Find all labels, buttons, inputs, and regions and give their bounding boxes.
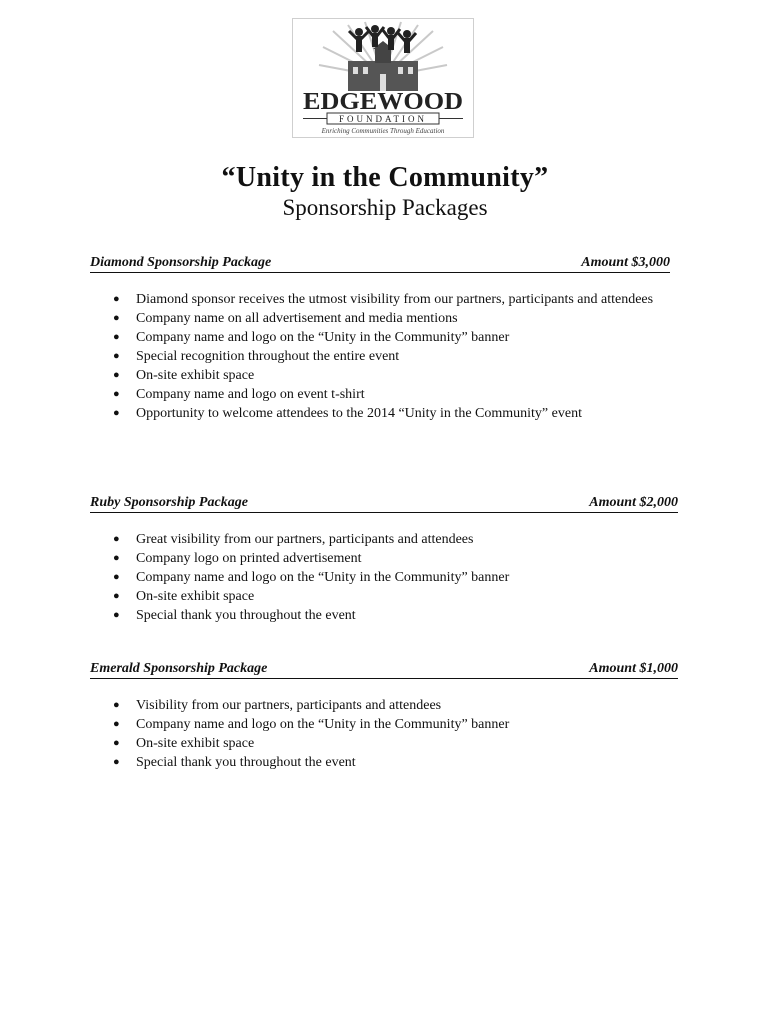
list-item: ● Company name and logo on the “Unity in the Community” banner (113, 570, 510, 585)
package-header-ruby (90, 496, 678, 513)
bullet-icon: ● (113, 533, 120, 545)
list-item: ● Company name and logo on the “Unity in the Community” banner (113, 717, 510, 732)
bullet-icon: ● (113, 369, 120, 381)
list-item: ● Special thank you throughout the event (113, 608, 356, 623)
logo-wordmark: EDGEWOOD (303, 89, 463, 115)
list-item: ● Company name on all advertisement and media mentions (113, 311, 458, 326)
bullet-icon: ● (113, 350, 120, 362)
list-item: ● Visibility from our partners, participants and attendees (113, 698, 442, 713)
list-item: ● Great visibility from our partners, participants and attendees (113, 532, 474, 547)
list-item: ● Company name and logo on event t-shirt (113, 387, 365, 402)
bullet-icon: ● (113, 552, 120, 564)
bullet-icon: ● (113, 571, 120, 583)
list-item: ● Diamond sponsor receives the utmost visibility from our partners, participants and attendees (113, 292, 654, 307)
package-amount: Amount $2,000 (589, 495, 678, 510)
bullet-icon: ● (113, 590, 120, 602)
bullet-icon: ● (113, 737, 120, 749)
list-item: ● Company name and logo on the “Unity in the Community” banner (113, 330, 510, 345)
package-header-emerald (90, 662, 678, 679)
bullet-icon: ● (113, 609, 120, 621)
bullet-icon: ● (113, 699, 120, 711)
list-item: ● Special recognition throughout the entire event (113, 349, 400, 364)
logo-tagline: Enriching Communities Through Education (321, 127, 445, 135)
bullet-icon: ● (113, 312, 120, 324)
bullet-icon: ● (113, 756, 120, 768)
package-name: Ruby Sponsorship Package (90, 495, 248, 510)
page-title: “Unity in the Community” (221, 162, 549, 193)
edgewood-foundation-logo (292, 18, 474, 138)
bullet-icon: ● (113, 293, 120, 305)
list-item: ● Company logo on printed advertisement (113, 551, 362, 566)
package-amount: Amount $3,000 (581, 255, 670, 270)
bullet-icon: ● (113, 388, 120, 400)
package-list-diamond (113, 290, 658, 423)
bullet-icon: ● (113, 718, 120, 730)
package-list-ruby (113, 530, 658, 625)
package-name: Diamond Sponsorship Package (90, 255, 272, 270)
package-header-diamond (90, 256, 670, 273)
list-item: ● On-site exhibit space (113, 736, 255, 751)
list-item: ● On-site exhibit space (113, 589, 255, 604)
package-list-emerald (113, 696, 658, 772)
page-subtitle: Sponsorship Packages (282, 195, 488, 220)
package-amount: Amount $1,000 (589, 661, 678, 676)
list-item: ● On-site exhibit space (113, 368, 255, 383)
logo-subtitle: FOUNDATION (339, 114, 427, 124)
bullet-icon: ● (113, 407, 120, 419)
package-name: Emerald Sponsorship Package (90, 661, 268, 676)
list-item: ● Opportunity to welcome attendees to the 2014 “Unity in the Community” event (113, 406, 582, 421)
bullet-icon: ● (113, 331, 120, 343)
list-item: ● Special thank you throughout the event (113, 755, 356, 770)
